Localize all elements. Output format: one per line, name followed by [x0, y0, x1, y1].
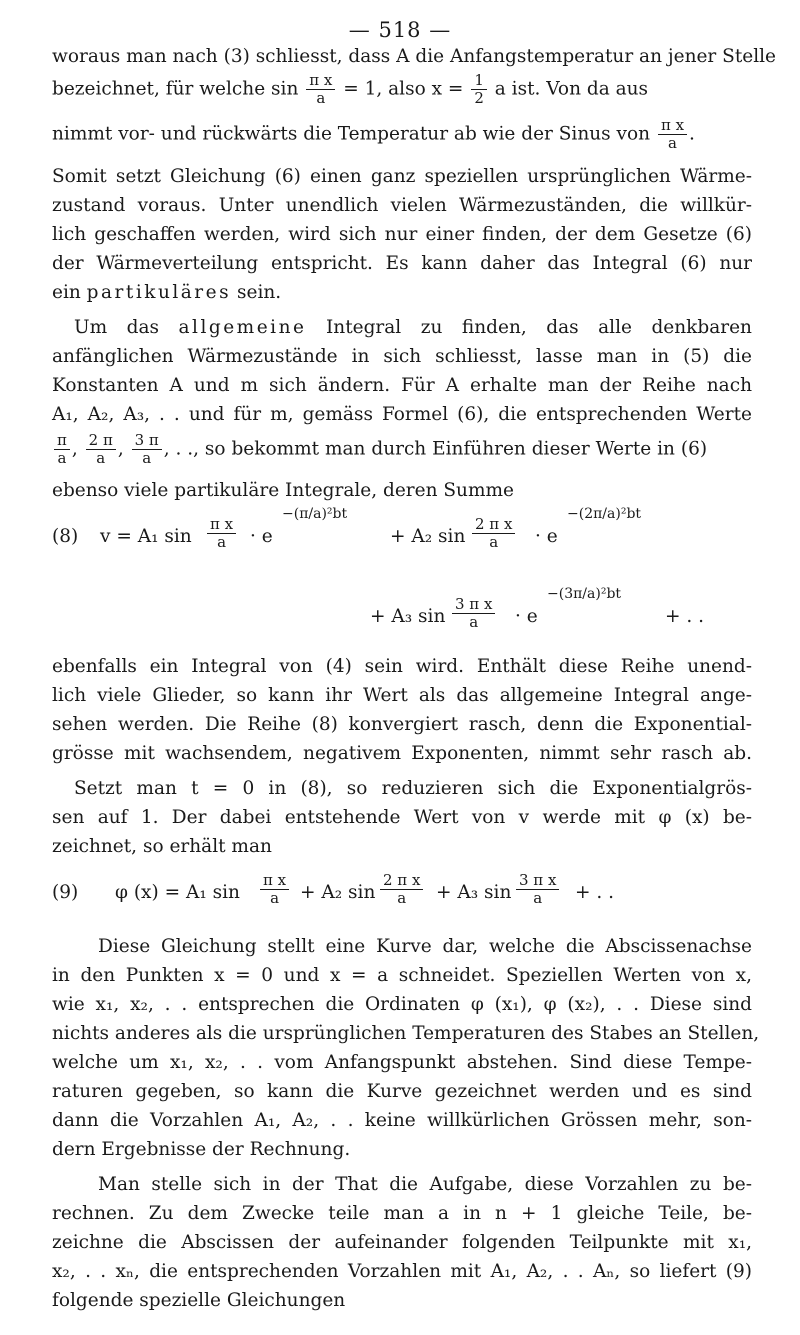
- fraction: $\frac{\text{π x}}{a}$: [658, 117, 687, 152]
- text-line: [52, 72, 752, 107]
- equation-term: + A₃ sin: [436, 882, 512, 903]
- fraction: $\frac{\pi}{a}$: [54, 432, 70, 467]
- text-line: wie x₁, x₂, . . entsprechen die Ordinaten φ (x₁), φ (x₂), . . Diese sind: [52, 994, 752, 1015]
- fraction: $\frac{\text{π x}}{a}$: [306, 72, 335, 107]
- text-line: sehen werden. Die Reihe (8) konvergiert rasch, denn die Exponential-: [52, 714, 752, 735]
- text-line: rechnen. Zu dem Zwecke teile man a in n + 1 gleiche Teile, be-: [52, 1203, 752, 1224]
- text-span: bezeichnet, für welche sin: [52, 78, 299, 100]
- equation-term: + A₂ sin: [390, 526, 466, 547]
- fraction: $\frac{3 \pi}{a}$: [132, 432, 162, 467]
- text-line: zeichnet, so erhält man: [52, 836, 272, 857]
- text-line: ein partikuläres sein.: [52, 282, 282, 303]
- fraction: $\frac{\text{π x}}{a}$: [260, 872, 289, 907]
- fraction: $\frac{\text{3 π x}}{a}$: [452, 596, 495, 631]
- spaced-text: allgemeine: [178, 317, 307, 338]
- text-line: raturen gegeben, so kann die Kurve gezeichnet werden und es sind: [52, 1081, 752, 1102]
- equation-term: + . .: [575, 882, 615, 903]
- exponent: −(3π/a)²bt: [547, 586, 622, 602]
- text-line: der Wärmeverteilung entspricht. Es kann daher das Integral (6) nur: [52, 253, 752, 274]
- equation-term: v = A₁ sin: [100, 526, 192, 547]
- equation-label: (9): [52, 882, 79, 903]
- text-line: $\frac{\pi}{a}$ , $\frac{2 \pi}{a}$ , $\frac{3 \pi}{a}$ , . ., so bekommt man durch Einführen dieser Werte in (6): [52, 432, 752, 467]
- fraction: $\frac{\text{π x}}{a}$: [207, 516, 236, 551]
- text-line: grösse mit wachsendem, negativem Exponenten, nimmt sehr rasch ab.: [52, 743, 752, 764]
- text-line: dern Ergebnisse der Rechnung.: [52, 1139, 351, 1160]
- equation-term: · e: [515, 606, 538, 627]
- exponent: −(2π/a)²bt: [567, 506, 642, 522]
- fraction: $\frac{\text{2 π x}}{a}$: [380, 872, 423, 907]
- text-span: a ist. Von da aus: [494, 78, 649, 100]
- text-line: Setzt man t = 0 in (8), so reduzieren sich die Exponentialgrös-: [74, 778, 752, 799]
- text-line: nichts anderes als die ursprünglichen Temperaturen des Stabes an Stellen,: [52, 1023, 760, 1044]
- text-line: woraus man nach (3) schliesst, dass A die Anfangstemperatur an jener Stelle: [52, 46, 776, 67]
- exponent: −(π/a)²bt: [282, 506, 348, 522]
- text-line: Um das allgemeine Integral zu finden, das alle denkbaren: [74, 317, 752, 338]
- text-line: ebenfalls ein Integral von (4) sein wird. Enthält diese Reihe unend-: [52, 656, 752, 677]
- text-line: nimmt vor- und rückwärts die Temperatur ab wie der Sinus von $\frac{\text{π x}}{a}$ .: [52, 116, 695, 152]
- text-line: sen auf 1. Der dabei entstehende Wert von v werde mit φ (x) be-: [52, 807, 752, 828]
- text-line: A₁, A₂, A₃, . . und für m, gemäss Formel (6), die entsprechenden Werte: [52, 404, 752, 425]
- fraction: $\frac{2 \pi}{a}$: [86, 432, 116, 467]
- text-span: nimmt vor- und rückwärts die Temperatur ab wie der Sinus von: [52, 123, 651, 145]
- text-line: Konstanten A und m sich ändern. Für A erhalte man der Reihe nach: [52, 375, 752, 396]
- equation-term: · e: [535, 526, 558, 547]
- text-line: Diese Gleichung stellt eine Kurve dar, welche die Abscissenachse: [98, 936, 752, 957]
- text-line: Somit setzt Gleichung (6) einen ganz speziellen ursprünglichen Wärme-: [52, 166, 752, 187]
- page-number: — 518 —: [348, 18, 452, 42]
- text-line: in den Punkten x = 0 und x = a schneidet. Speziellen Werten von x,: [52, 965, 752, 986]
- equation-term: · e: [250, 526, 273, 547]
- text-line: welche um x₁, x₂, . . vom Anfangspunkt abstehen. Sind diese Tempe-: [52, 1052, 752, 1073]
- text-span: = 1, also x =: [343, 78, 464, 100]
- text-line: folgende spezielle Gleichungen: [52, 1290, 346, 1311]
- equation-term: + . .: [665, 606, 705, 627]
- text-line: ebenso viele partikuläre Integrale, deren Summe: [52, 480, 514, 501]
- text-line: lich viele Glieder, so kann ihr Wert als das allgemeine Integral ange-: [52, 685, 752, 706]
- equation-term: + A₃ sin: [370, 606, 446, 627]
- text-line: Man stelle sich in der That die Aufgabe, diese Vorzahlen zu be-: [98, 1174, 752, 1195]
- fraction: $\frac{\text{3 π x}}{a}$: [516, 872, 559, 907]
- text-line: x₂, . . xₙ, die entsprechenden Vorzahlen mit A₁, A₂, . . Aₙ, so liefert (9): [52, 1261, 752, 1282]
- text-line: lich geschaffen werden, wird sich nur einer finden, der dem Gesetze (6): [52, 224, 752, 245]
- fraction: $\frac{\text{2 π x}}{a}$: [472, 516, 515, 551]
- equation-term: φ (x) = A₁ sin: [115, 882, 240, 903]
- text-line: zeichne die Abscissen der aufeinander folgenden Teilpunkte mit x₁,: [52, 1232, 752, 1253]
- fraction: $\frac{1}{2}$: [471, 72, 487, 107]
- equation-label: (8): [52, 526, 79, 547]
- equation-term: + A₂ sin: [300, 882, 376, 903]
- text-line: dann die Vorzahlen A₁, A₂, . . keine willkürlichen Grössen mehr, son-: [52, 1110, 752, 1131]
- spaced-text: partikuläres: [86, 282, 232, 303]
- text-line: anfänglichen Wärmezustände in sich schliesst, lasse man in (5) die: [52, 346, 752, 367]
- text-line: zustand voraus. Unter unendlich vielen Wärmezuständen, die willkür-: [52, 195, 752, 216]
